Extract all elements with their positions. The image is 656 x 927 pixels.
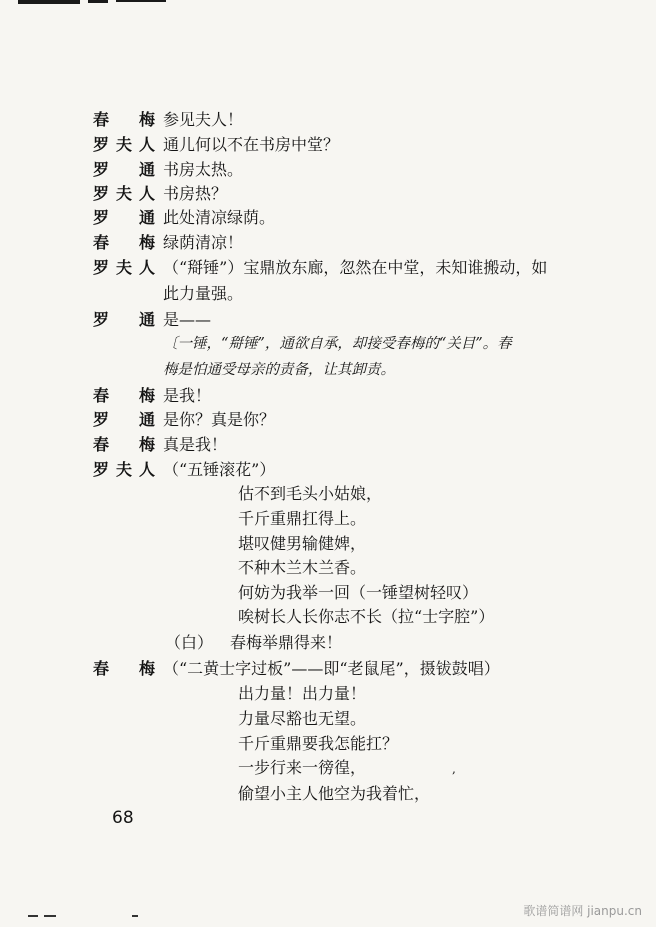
speaker-name: 罗通 <box>93 160 155 179</box>
script-line <box>0 282 656 306</box>
script-line <box>0 108 656 132</box>
script-line <box>0 384 656 408</box>
speaker-name: 罗通 <box>93 410 155 429</box>
script-line <box>0 782 656 806</box>
speaker-name: 罗夫人 <box>93 460 155 479</box>
stray-mark: , <box>452 762 456 776</box>
script-line <box>0 682 656 706</box>
verse-line: 一步行来一徬徨， <box>238 758 367 777</box>
speaker-name: 春梅 <box>93 659 155 678</box>
verse-line: 唉树长人长你志不长（拉“士字腔”） <box>238 607 495 626</box>
speaker-name: 春梅 <box>93 386 155 405</box>
scan-bottom-mark <box>44 915 56 917</box>
script-line <box>0 532 656 556</box>
speaker-name: 罗通 <box>93 208 155 227</box>
script-line <box>0 556 656 580</box>
script-line <box>0 158 656 182</box>
dialogue-text: 绿荫清凉！ <box>163 233 244 252</box>
dialogue-text: 是—— <box>163 310 212 329</box>
dialogue-text: （“二黄士字过板”——即“老鼠尾”，摄钹鼓唱） <box>163 659 500 678</box>
dialogue-text: 此力量强。 <box>163 284 244 303</box>
script-line <box>0 631 656 655</box>
speaker-name: 罗夫人 <box>93 258 155 277</box>
script-line <box>0 657 656 681</box>
verse-line: 堪叹健男输健婢， <box>238 534 367 553</box>
speaker-name: 春梅 <box>93 233 155 252</box>
dialogue-text: 书房热？ <box>163 184 228 203</box>
verse-line: 不种木兰木兰香。 <box>238 558 367 577</box>
verse-line: 出力量！出力量！ <box>238 684 367 703</box>
speaker-name: 罗夫人 <box>93 135 155 154</box>
watermark: 歌谱简谱网 jianpu.cn <box>523 904 642 918</box>
script-line <box>0 308 656 332</box>
speaker-name: 罗通 <box>93 310 155 329</box>
script-line <box>0 707 656 731</box>
dialogue-text: 参见夫人！ <box>163 110 244 129</box>
dialogue-text: 通儿何以不在书房中堂？ <box>163 135 340 154</box>
script-line <box>0 507 656 531</box>
dialogue-text: 此处清凉绿荫。 <box>163 208 276 227</box>
script-line <box>0 256 656 280</box>
scan-top-mark <box>88 0 108 3</box>
speaker-name: 罗夫人 <box>93 184 155 203</box>
speaker-name: 春梅 <box>93 435 155 454</box>
script-line <box>0 408 656 432</box>
script-line <box>0 182 656 206</box>
speaker-name: 春梅 <box>93 110 155 129</box>
verse-line: 力量尽豁也无望。 <box>238 709 367 728</box>
stage-direction: 〔一锤，“搿锤”，通欲自承，却接受春梅的“关目”。春 <box>163 336 512 352</box>
dialogue-text: （“搿锤”）宝鼎放东廊，忽然在中堂，未知谁搬动，如 <box>163 258 548 277</box>
script-line <box>0 756 656 780</box>
verse-line: 千斤重鼎要我怎能扛？ <box>238 734 399 753</box>
script-line <box>0 732 656 756</box>
scan-bottom-mark <box>132 915 138 917</box>
scan-top-mark <box>18 0 80 4</box>
dialogue-text: 是我！ <box>163 386 212 405</box>
verse-line: 偷望小主人他空为我着忙， <box>238 784 431 803</box>
scan-top-mark <box>116 0 166 2</box>
verse-line: 千斤重鼎扛得上。 <box>238 509 367 528</box>
dialogue-text: 书房太热。 <box>163 160 244 179</box>
dialogue-text: （“五锤滚花”） <box>163 460 276 479</box>
scan-bottom-mark <box>28 915 38 917</box>
verse-line: 估不到毛头小姑娘， <box>238 484 383 503</box>
script-line <box>0 231 656 255</box>
script-line <box>0 133 656 157</box>
script-line <box>0 458 656 482</box>
script-line <box>0 206 656 230</box>
dialogue-text: 是你？真是你？ <box>163 410 276 429</box>
script-line <box>0 482 656 506</box>
aside-text: 春梅举鼎得来！ <box>230 633 343 652</box>
script-line <box>0 332 656 356</box>
page-number: 68 <box>112 808 134 828</box>
stage-direction: 梅是怕通受母亲的责备，让其卸责。 <box>163 362 395 378</box>
script-line <box>0 433 656 457</box>
script-line <box>0 581 656 605</box>
script-line <box>0 358 656 382</box>
dialogue-text: 真是我！ <box>163 435 228 454</box>
verse-line: 何妨为我举一回（一锤望树轻叹） <box>238 583 479 602</box>
script-line <box>0 605 656 629</box>
aside-marker: （白） <box>165 633 214 652</box>
